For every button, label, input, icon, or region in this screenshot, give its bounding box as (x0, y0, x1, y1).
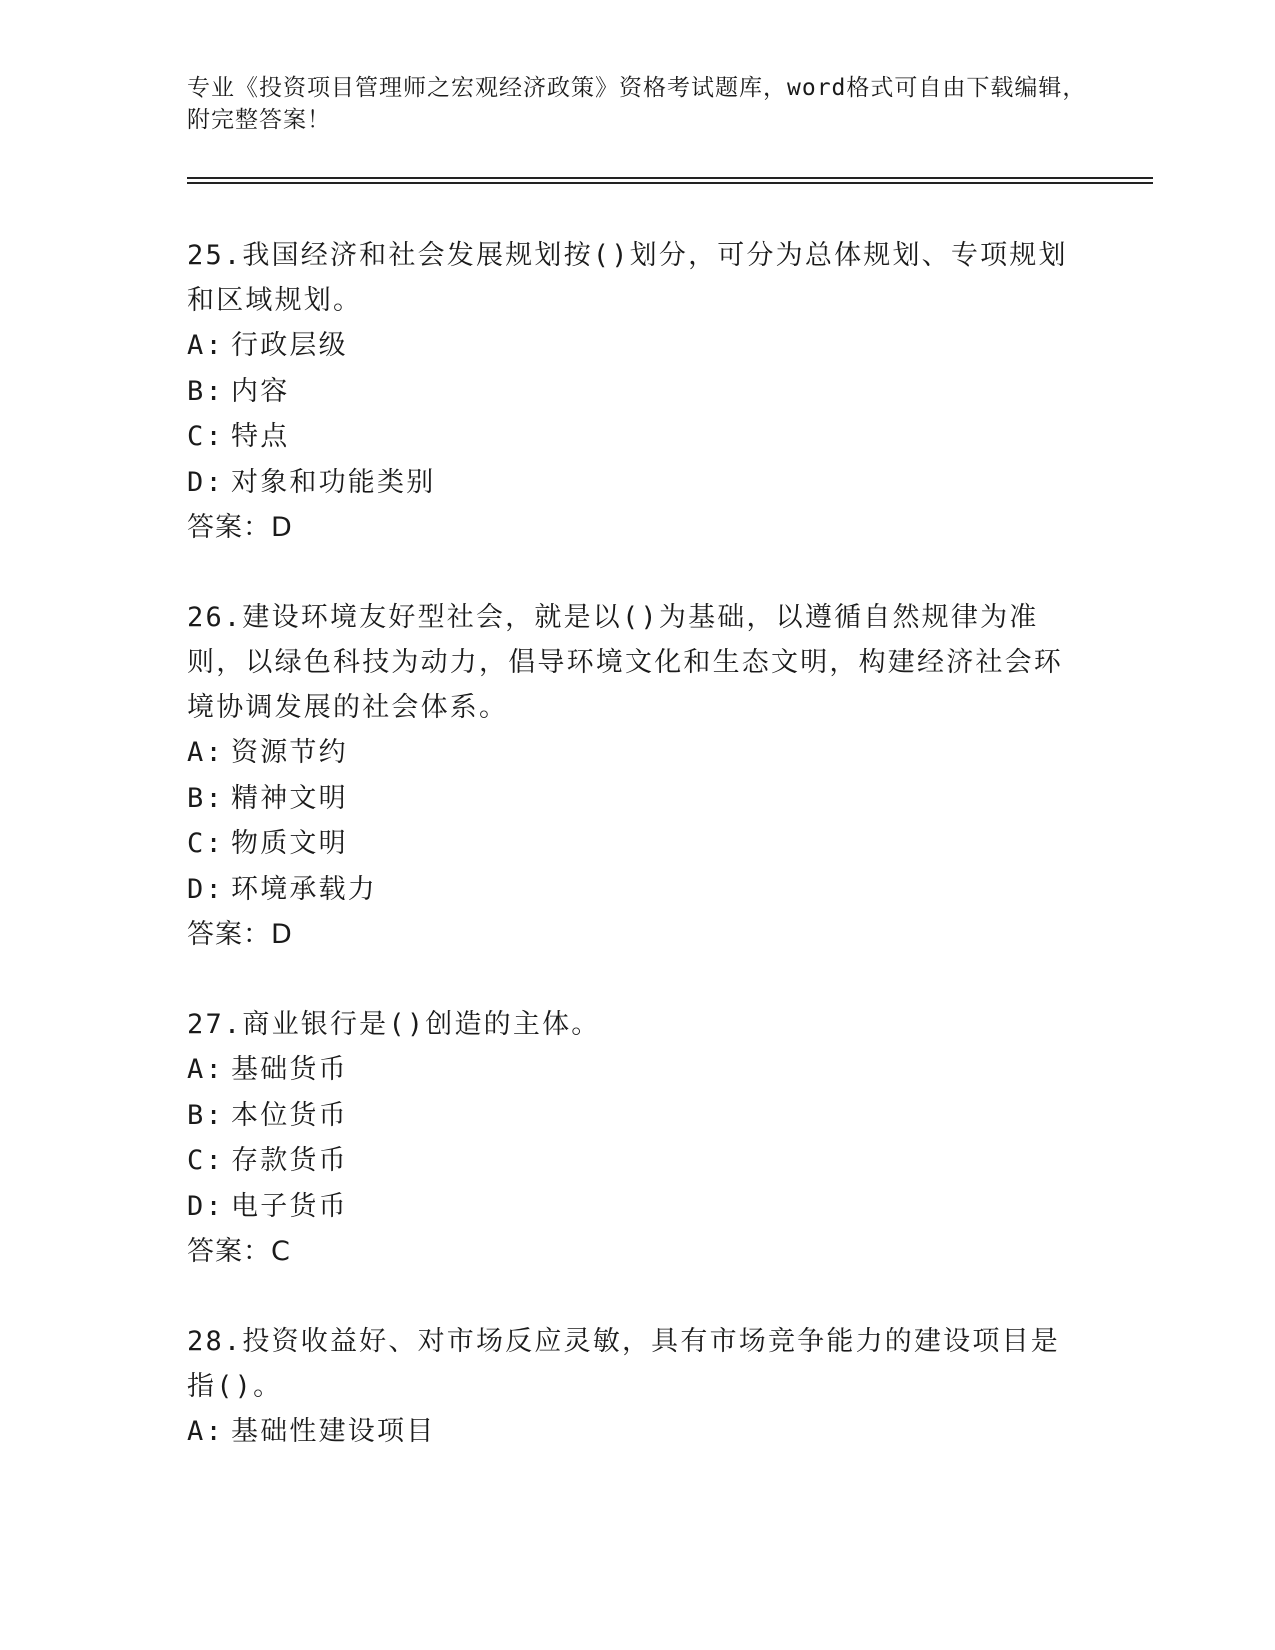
question-stem: 25.我国经济和社会发展规划按()划分，可分为总体规划、专项规划和区域规划。 (187, 240, 1068, 316)
option-a (187, 1409, 1087, 1455)
document-intro: 专业《投资项目管理师之宏观经济政策》资格考试题库，word格式可自由下载编辑，附完整答案！ (187, 75, 1087, 133)
option-key: C: (187, 828, 224, 859)
question-stem: 27.商业银行是()创造的主体。 (187, 1009, 601, 1040)
answer-line: 答案：D (187, 919, 293, 950)
option-text: 行政层级 (231, 330, 348, 361)
option-key: A: (187, 737, 224, 768)
option-text: 基础性建设项目 (231, 1416, 436, 1447)
option-key: A: (187, 1416, 224, 1447)
option-text: 存款货币 (231, 1145, 348, 1176)
option-key: D: (187, 873, 224, 905)
option-text: 物质文明 (231, 828, 348, 859)
option-c (187, 414, 1087, 460)
question-25 (187, 233, 1087, 551)
option-a (187, 730, 1087, 776)
option-b (187, 1093, 1087, 1139)
option-key: D: (187, 1190, 224, 1222)
option-c (187, 821, 1087, 867)
option-text: 内容 (231, 375, 290, 407)
option-text: 资源节约 (231, 737, 348, 768)
option-text: 电子货币 (231, 1190, 348, 1222)
option-key: B: (187, 375, 224, 407)
question-26 (187, 595, 1087, 958)
option-b (187, 776, 1087, 822)
option-key: A: (187, 330, 224, 361)
header-divider (187, 177, 1153, 184)
answer-line: 答案：C (187, 1236, 291, 1267)
option-b (187, 369, 1087, 415)
answer-line: 答案：D (187, 512, 293, 543)
option-key: C: (187, 1145, 224, 1176)
option-text: 环境承载力 (231, 873, 377, 905)
option-text: 本位货币 (231, 1099, 348, 1131)
question-stem: 26.建设环境友好型社会，就是以()为基础，以遵循自然规律为准则，以绿色科技为动力，倡导环境文化和生态文明，构建经济社会环境协调发展的社会体系。 (187, 602, 1063, 723)
question-27 (187, 1002, 1087, 1275)
option-text: 对象和功能类别 (231, 466, 436, 498)
option-d (187, 460, 1087, 506)
option-key: B: (187, 1099, 224, 1131)
option-d (187, 867, 1087, 913)
option-c (187, 1138, 1087, 1184)
option-key: B: (187, 782, 224, 814)
question-list (187, 233, 1087, 1499)
option-key: A: (187, 1054, 224, 1085)
option-text: 特点 (231, 421, 290, 452)
option-key: D: (187, 466, 224, 498)
option-a (187, 1047, 1087, 1093)
option-d (187, 1184, 1087, 1230)
option-a (187, 323, 1087, 369)
question-28 (187, 1319, 1087, 1455)
question-stem: 28.投资收益好、对市场反应灵敏，具有市场竞争能力的建设项目是指()。 (187, 1326, 1060, 1402)
option-key: C: (187, 421, 224, 452)
option-text: 精神文明 (231, 782, 348, 814)
option-text: 基础货币 (231, 1054, 348, 1085)
